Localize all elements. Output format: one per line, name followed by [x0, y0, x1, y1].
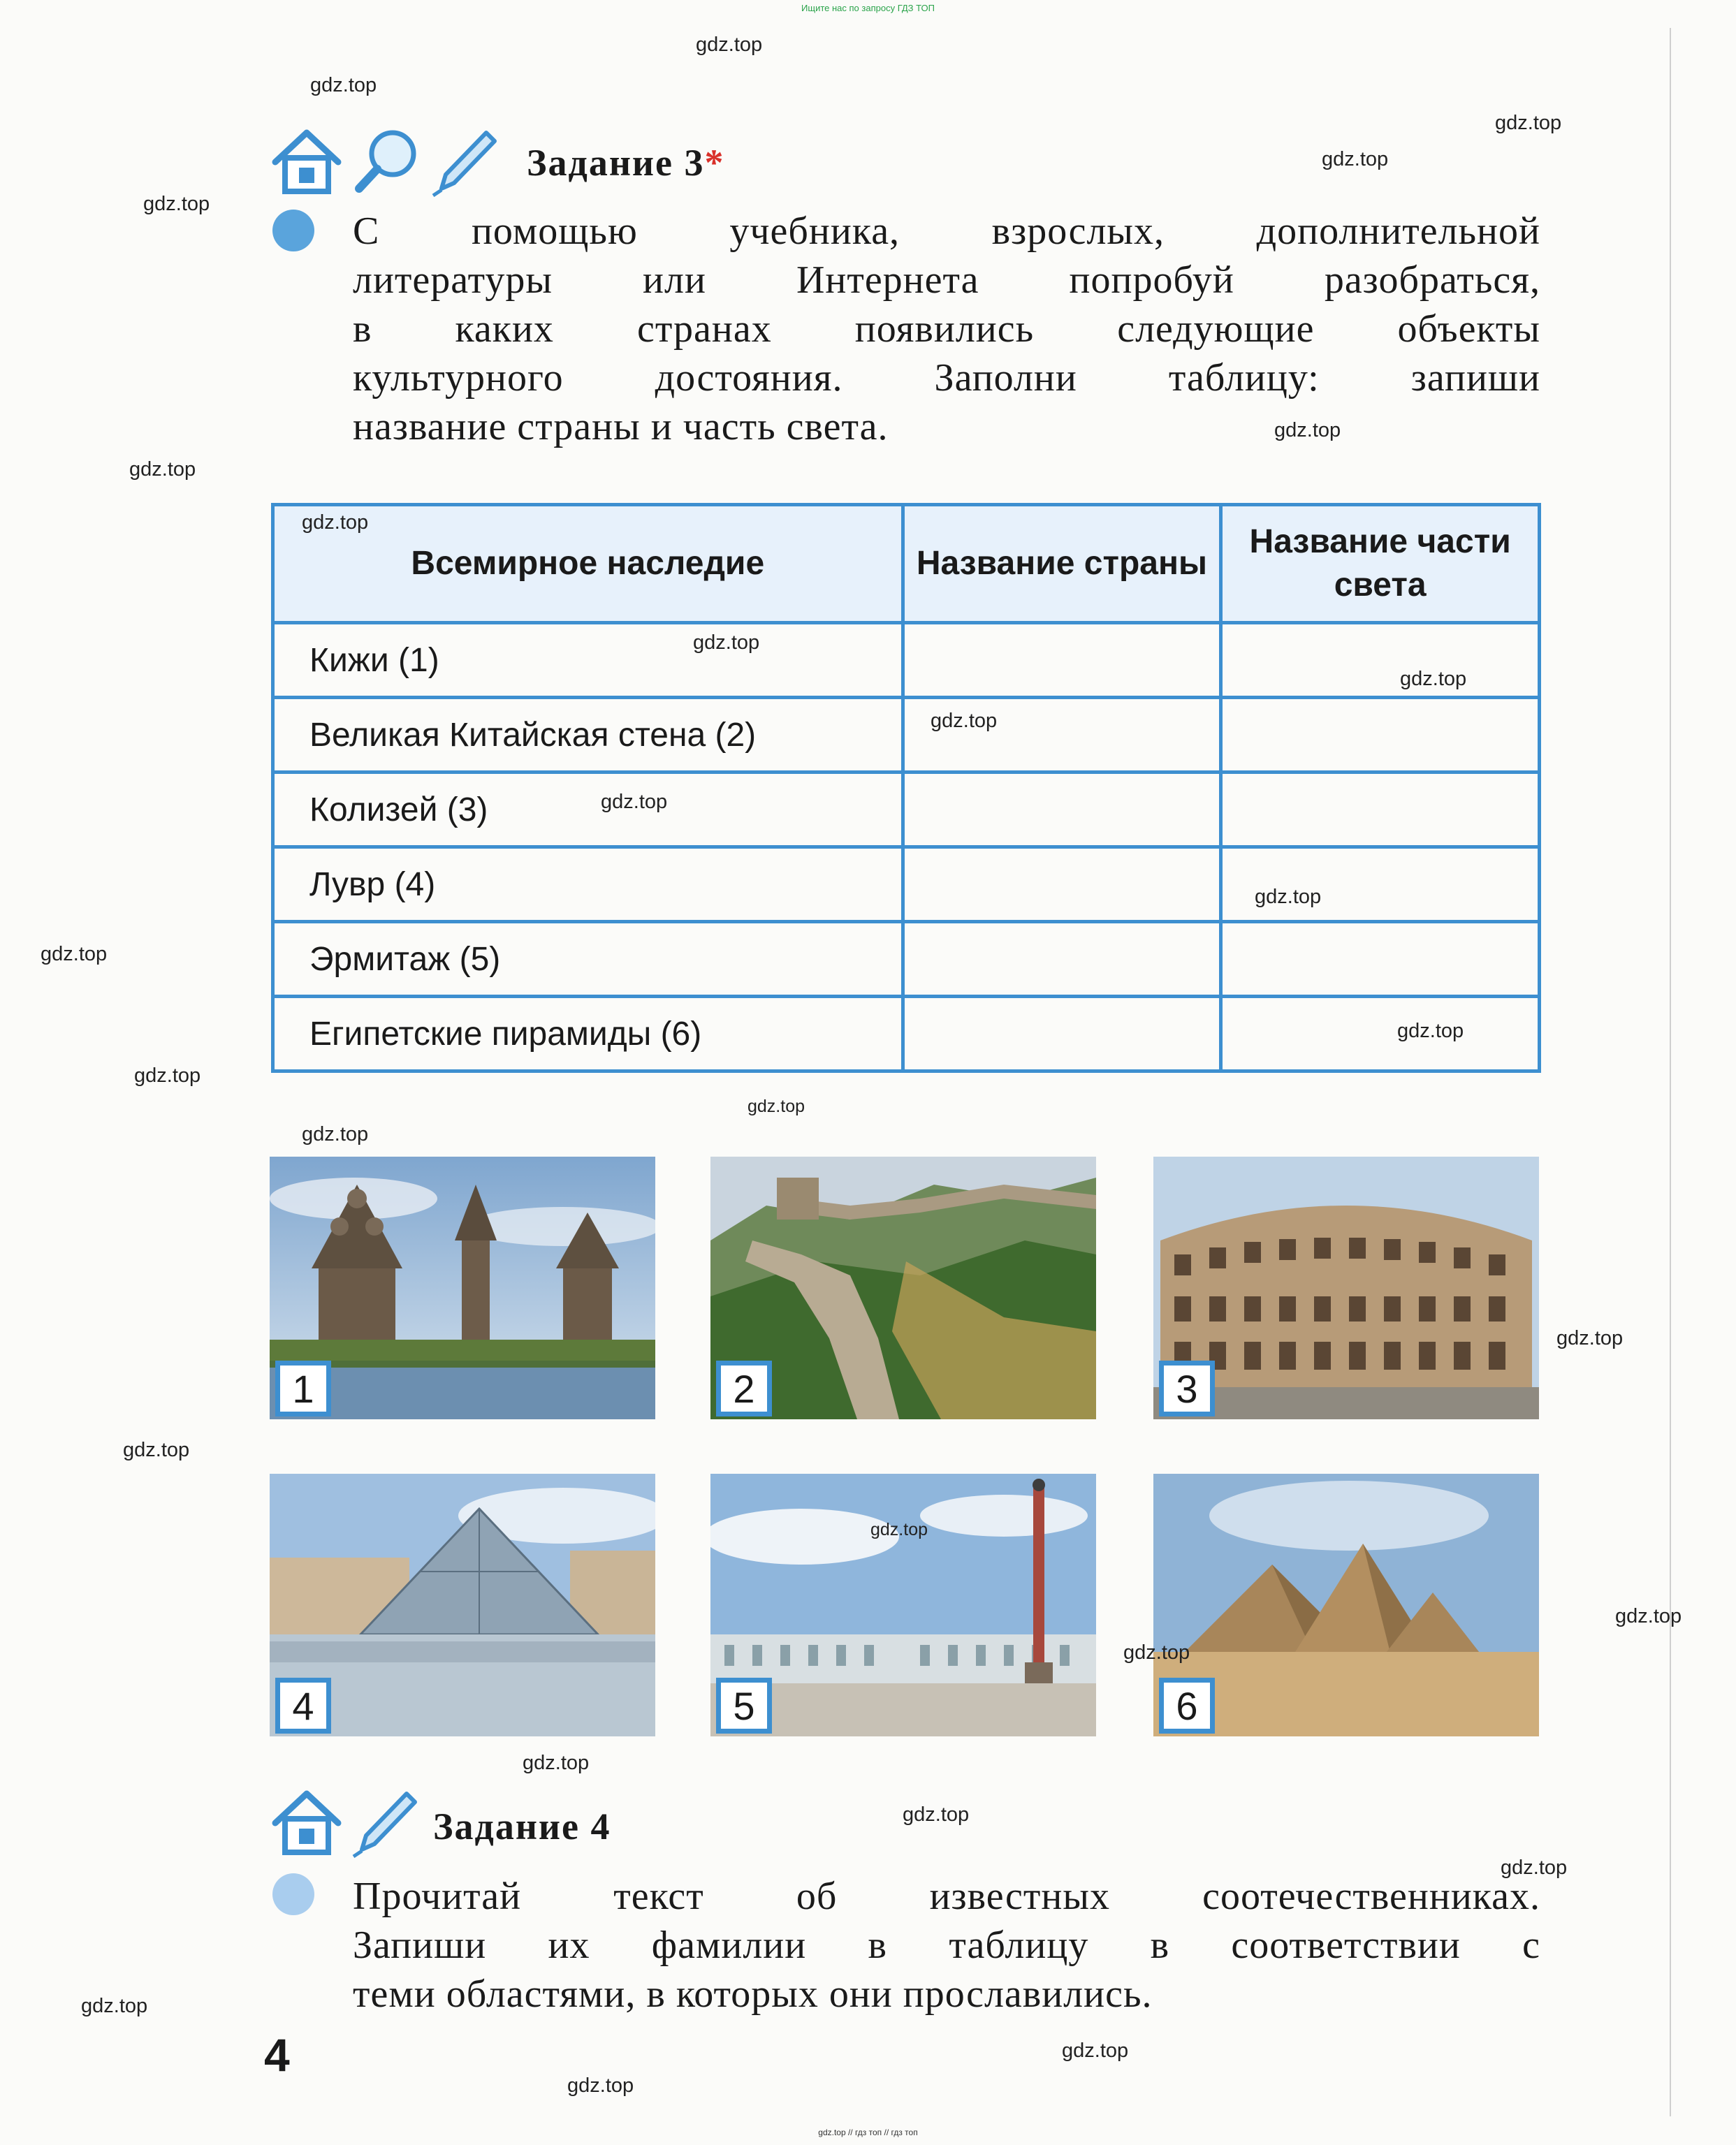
watermark: gdz.top: [1556, 1327, 1624, 1349]
watermark: gdz.top: [1495, 112, 1562, 134]
task4-line: Прочитай текст об известных соотечественниках.: [353, 1875, 1540, 1918]
watermark: gdz.top: [81, 1995, 148, 2017]
watermark: gdz.top: [143, 193, 210, 215]
table-row: [273, 698, 1540, 773]
watermark: gdz.top: [302, 1123, 369, 1145]
photo-number: 6: [1159, 1678, 1215, 1734]
photo-number: 2: [716, 1361, 772, 1416]
watermark: gdz.top: [693, 631, 760, 654]
watermark: gdz.top: [1255, 886, 1322, 908]
continent-cell[interactable]: [1221, 698, 1540, 773]
watermark: gdz.top: [1615, 1605, 1682, 1627]
continent-cell[interactable]: [1221, 997, 1540, 1071]
task4-title: Задание 4: [433, 1806, 611, 1847]
bullet-icon: [272, 210, 314, 251]
task3-title: [527, 141, 725, 184]
watermark: gdz.top: [601, 791, 668, 813]
task4-line: теми областями, в которых они прославились.: [353, 1972, 1153, 2016]
country-cell[interactable]: [903, 698, 1221, 773]
watermark: gdz.top: [931, 710, 998, 732]
watermark: gdz.top: [747, 1097, 805, 1116]
page-edge: [1670, 28, 1671, 2116]
home-icon: [270, 1788, 344, 1858]
heritage-cell: Великая Китайская стена (2): [273, 698, 903, 773]
footer-note: gdz.top // гдз топ // гдз топ: [818, 2128, 918, 2137]
watermark: gdz.top: [1400, 668, 1467, 690]
colosseum-photo: [1153, 1157, 1539, 1419]
photo-number: 1: [275, 1361, 331, 1416]
table-header-row: [273, 505, 1540, 623]
continent-cell[interactable]: [1221, 773, 1540, 847]
country-cell[interactable]: [903, 623, 1221, 698]
header-heritage: Всемирное наследие: [273, 505, 903, 623]
table-row: [273, 623, 1540, 698]
magnifier-icon: [352, 126, 422, 196]
hermitage-photo: [710, 1474, 1096, 1736]
watermark: gdz.top: [310, 74, 377, 96]
bullet-icon: [272, 1873, 314, 1915]
table-row: [273, 773, 1540, 847]
watermark: gdz.top: [523, 1752, 590, 1774]
great-wall-photo: [710, 1157, 1096, 1419]
continent-cell[interactable]: [1221, 623, 1540, 698]
photo-number: 3: [1159, 1361, 1215, 1416]
header-country: Название страны: [903, 505, 1221, 623]
watermark: gdz.top: [567, 2074, 634, 2097]
task3-text: [353, 207, 1540, 451]
watermark: gdz.top: [134, 1064, 201, 1087]
heritage-cell: Эрмитаж (5): [273, 922, 903, 997]
star-icon: *: [704, 142, 725, 184]
header-continent: Название части света: [1221, 505, 1540, 623]
kizhi-photo: [270, 1157, 655, 1419]
watermark: gdz.top: [696, 34, 763, 56]
watermark: gdz.top: [903, 1803, 970, 1826]
photo-number: 4: [275, 1678, 331, 1734]
table-row: [273, 847, 1540, 922]
task4-line: Запиши их фамилии в таблицу в соответствии с: [353, 1924, 1540, 1967]
table-row: [273, 922, 1540, 997]
watermark: gdz.top: [1274, 419, 1341, 441]
continent-cell[interactable]: [1221, 922, 1540, 997]
heritage-cell: Кижи (1): [273, 623, 903, 698]
task3-line: литературы или Интернета попробуй разобраться,: [353, 258, 1540, 302]
task3-line: культурного достояния. Заполни таблицу: запиши: [353, 356, 1540, 400]
watermark: gdz.top: [1397, 1020, 1464, 1042]
heritage-cell: Египетские пирамиды (6): [273, 997, 903, 1071]
country-cell[interactable]: [903, 847, 1221, 922]
pyramids-photo: [1153, 1474, 1539, 1736]
page-number: 4: [264, 2029, 290, 2081]
watermark: gdz.top: [1062, 2040, 1129, 2062]
watermark: gdz.top: [870, 1520, 928, 1539]
louvre-photo: [270, 1474, 655, 1736]
task3-line: название страны и часть света.: [353, 405, 889, 448]
watermark: gdz.top: [1501, 1857, 1568, 1879]
task3-title-text: Задание 3: [527, 142, 705, 184]
home-icon: [270, 127, 344, 197]
watermark: gdz.top: [302, 511, 369, 534]
country-cell[interactable]: [903, 997, 1221, 1071]
table-row: [273, 997, 1540, 1071]
pen-icon: [352, 1788, 419, 1858]
country-cell[interactable]: [903, 922, 1221, 997]
watermark: gdz.top: [1322, 148, 1389, 170]
pen-icon: [432, 127, 499, 197]
photo-number: 5: [716, 1678, 772, 1734]
continent-cell[interactable]: [1221, 847, 1540, 922]
header-note: Ищите нас по запросу ГДЗ ТОП: [801, 3, 935, 13]
task3-line: С помощью учебника, взрослых, дополнительной: [353, 210, 1540, 253]
watermark: gdz.top: [1123, 1641, 1190, 1664]
task4-text: [353, 1872, 1540, 2019]
watermark: gdz.top: [123, 1439, 190, 1461]
heritage-cell: Лувр (4): [273, 847, 903, 922]
country-cell[interactable]: [903, 773, 1221, 847]
watermark: gdz.top: [129, 458, 196, 481]
task3-line: в каких странах появились следующие объекты: [353, 307, 1540, 351]
heritage-cell: Колизей (3): [273, 773, 903, 847]
heritage-table: [271, 503, 1541, 1073]
watermark: gdz.top: [41, 943, 108, 965]
